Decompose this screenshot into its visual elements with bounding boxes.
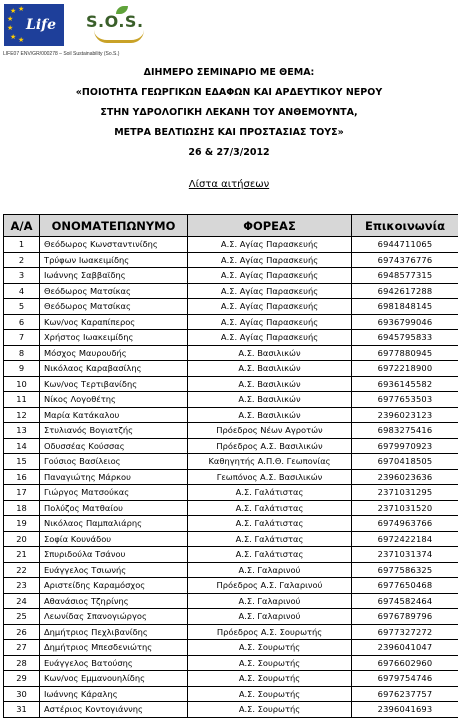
row-name: Κων/νος Εμμανουηλίδης: [40, 671, 188, 687]
row-name: Κων/νος Τερτιβανίδης: [40, 376, 188, 392]
row-phone: 6974963766: [352, 516, 458, 532]
table-row: [4, 345, 458, 361]
row-name: Μόσχος Μαυρουδής: [40, 345, 188, 361]
row-index: 27: [4, 640, 40, 656]
row-phone: 6948577315: [352, 268, 458, 284]
row-index: 8: [4, 345, 40, 361]
table-row: [4, 640, 458, 656]
row-name: Αθανάσιος Τζηρίνης: [40, 593, 188, 609]
row-name: Μαρία Κατάκαλου: [40, 407, 188, 423]
row-phone: 6974582464: [352, 593, 458, 609]
row-index: 24: [4, 593, 40, 609]
table-row: [4, 516, 458, 532]
row-name: Πολύζος Ματθαίου: [40, 500, 188, 516]
row-index: 14: [4, 438, 40, 454]
row-phone: 6976789796: [352, 609, 458, 625]
row-name: Τρύφων Ιωακειμίδης: [40, 252, 188, 268]
row-organization: Α.Σ. Γαλαρινού: [188, 609, 352, 625]
row-index: 12: [4, 407, 40, 423]
table-row: [4, 330, 458, 346]
table-row: [4, 423, 458, 439]
table-row: [4, 609, 458, 625]
row-organization: Πρόεδρος Νέων Αγροτών: [188, 423, 352, 439]
row-name: Σοφία Κουνάδου: [40, 531, 188, 547]
table-header-row: [4, 215, 458, 237]
row-organization: Α.Σ. Βασιλικών: [188, 392, 352, 408]
row-organization: Α.Σ. Σουρωτής: [188, 671, 352, 687]
table-row: [4, 407, 458, 423]
row-organization: Α.Σ. Γαλαρινού: [188, 562, 352, 578]
header-index: Α/Α: [4, 215, 40, 237]
row-phone: 2371031374: [352, 547, 458, 563]
row-name: Στυλιανός Βογιατζής: [40, 423, 188, 439]
row-index: 13: [4, 423, 40, 439]
row-name: Σπυριδούλα Τσάνου: [40, 547, 188, 563]
row-phone: 2396041047: [352, 640, 458, 656]
row-organization: Α.Σ. Βασιλικών: [188, 345, 352, 361]
row-index: 1: [4, 237, 40, 253]
row-name: Λεωνίδας Σπανογιώργος: [40, 609, 188, 625]
arc-shape: [94, 30, 144, 43]
row-name: Αστέριος Κοντογιάννης: [40, 702, 188, 718]
table-row: [4, 314, 458, 330]
row-name: Κων/νος Καραπίπερος: [40, 314, 188, 330]
row-phone: 6977880945: [352, 345, 458, 361]
row-phone: 6945795833: [352, 330, 458, 346]
row-index: 29: [4, 671, 40, 687]
row-index: 15: [4, 454, 40, 470]
row-index: 2: [4, 252, 40, 268]
row-phone: 6972218900: [352, 361, 458, 377]
row-organization: Πρόεδρος Α.Σ. Βασιλικών: [188, 438, 352, 454]
row-phone: 6981848145: [352, 299, 458, 315]
table-row: [4, 671, 458, 687]
row-phone: 2396023636: [352, 469, 458, 485]
row-organization: Α.Σ. Βασιλικών: [188, 376, 352, 392]
row-phone: 6936799046: [352, 314, 458, 330]
applications-table: [3, 214, 458, 718]
header-organization: ΦΟΡΕΑΣ: [188, 215, 352, 237]
row-index: 16: [4, 469, 40, 485]
life-logo: ★ ★ ★ ★ ★ ★ Life: [4, 4, 64, 46]
row-organization: Α.Σ. Γαλαρινού: [188, 593, 352, 609]
table-row: [4, 531, 458, 547]
table-row: [4, 547, 458, 563]
row-name: Χρήστος Ιωακειμίδης: [40, 330, 188, 346]
header-name: ΟΝΟΜΑΤΕΠΩΝΥΜΟ: [40, 215, 188, 237]
table-row: [4, 500, 458, 516]
row-index: 9: [4, 361, 40, 377]
table-row: [4, 392, 458, 408]
row-phone: 6944711065: [352, 237, 458, 253]
list-title: Λίστα αιτήσεων: [0, 179, 458, 190]
logo-area: [4, 2, 164, 50]
row-organization: Α.Σ. Βασιλικών: [188, 361, 352, 377]
row-organization: Α.Σ. Αγίας Παρασκευής: [188, 283, 352, 299]
row-phone: 6983275416: [352, 423, 458, 439]
project-code: LIFE07 ENV/GR/000278 – Soil Sustainability (So.S.): [3, 51, 119, 57]
row-organization: Γεωπόνος Α.Σ. Βασιλικών: [188, 469, 352, 485]
row-phone: 6976602960: [352, 655, 458, 671]
table-row: [4, 237, 458, 253]
header-line-1: ΔΙΗΜΕΡΟ ΣΕΜΙΝΑΡΙΟ ΜΕ ΘΕΜΑ:: [0, 63, 458, 83]
row-organization: Πρόεδρος Α.Σ. Γαλαρινού: [188, 578, 352, 594]
row-phone: 6974376776: [352, 252, 458, 268]
table-row: [4, 252, 458, 268]
header-line-3: ΣΤΗΝ ΥΔΡΟΛΟΓΙΚΗ ΛΕΚΑΝΗ ΤΟΥ ΑΝΘΕΜΟΥΝΤΑ,: [0, 103, 458, 123]
table-row: [4, 376, 458, 392]
row-phone: 6936145582: [352, 376, 458, 392]
row-name: Θεόδωρος Κωνσταντινίδης: [40, 237, 188, 253]
row-organization: Α.Σ. Γαλάτιστας: [188, 547, 352, 563]
row-index: 3: [4, 268, 40, 284]
row-organization: Α.Σ. Γαλάτιστας: [188, 500, 352, 516]
table-row: [4, 485, 458, 501]
row-phone: 2371031520: [352, 500, 458, 516]
row-index: 20: [4, 531, 40, 547]
table-body: [4, 237, 458, 718]
table-row: [4, 299, 458, 315]
life-logo-text: Life: [26, 17, 56, 33]
row-index: 21: [4, 547, 40, 563]
row-index: 4: [4, 283, 40, 299]
row-phone: 6979970923: [352, 438, 458, 454]
row-name: Θεόδωρος Ματσίκας: [40, 283, 188, 299]
row-organization: Πρόεδρος Α.Σ. Σουρωτής: [188, 624, 352, 640]
row-phone: 2396041693: [352, 702, 458, 718]
row-organization: Α.Σ. Σουρωτής: [188, 655, 352, 671]
row-organization: Α.Σ. Γαλάτιστας: [188, 485, 352, 501]
header-date: 26 & 27/3/2012: [0, 143, 458, 163]
row-name: Νικόλαος Καραβασίλης: [40, 361, 188, 377]
row-index: 23: [4, 578, 40, 594]
row-organization: Α.Σ. Βασιλικών: [188, 407, 352, 423]
sos-logo-text: S.O.S.: [86, 12, 144, 31]
row-phone: 6977586325: [352, 562, 458, 578]
row-phone: 6976237757: [352, 686, 458, 702]
row-organization: Α.Σ. Αγίας Παρασκευής: [188, 252, 352, 268]
row-name: Οδυσσέας Κούσσας: [40, 438, 188, 454]
row-name: Νικόλαος Παμπαλιάρης: [40, 516, 188, 532]
table-row: [4, 454, 458, 470]
header-contact: Επικοινωνία: [352, 215, 458, 237]
row-phone: 6977653503: [352, 392, 458, 408]
row-name: Ιωάννης Σαββαϊδης: [40, 268, 188, 284]
row-phone: 6972422184: [352, 531, 458, 547]
row-organization: Α.Σ. Σουρωτής: [188, 702, 352, 718]
row-index: 18: [4, 500, 40, 516]
row-organization: Α.Σ. Αγίας Παρασκευής: [188, 330, 352, 346]
row-phone: 6977650468: [352, 578, 458, 594]
table-row: [4, 624, 458, 640]
row-phone: 2396023123: [352, 407, 458, 423]
row-name: Παναγιώτης Μάρκου: [40, 469, 188, 485]
row-organization: Α.Σ. Αγίας Παρασκευής: [188, 268, 352, 284]
row-organization: Α.Σ. Αγίας Παρασκευής: [188, 314, 352, 330]
row-index: 25: [4, 609, 40, 625]
row-index: 7: [4, 330, 40, 346]
row-phone: 6979754746: [352, 671, 458, 687]
table-row: [4, 268, 458, 284]
row-organization: Α.Σ. Αγίας Παρασκευής: [188, 237, 352, 253]
row-name: Γούσιος Βασίλειος: [40, 454, 188, 470]
row-name: Ευάγγελος Βατούσης: [40, 655, 188, 671]
header-line-2: «ΠΟΙΟΤΗΤΑ ΓΕΩΡΓΙΚΩΝ ΕΔΑΦΩΝ ΚΑΙ ΑΡΔΕΥΤΙΚΟΥ ΝΕΡΟΥ: [0, 83, 458, 103]
row-index: 19: [4, 516, 40, 532]
row-phone: 6970418505: [352, 454, 458, 470]
table-row: [4, 283, 458, 299]
row-index: 26: [4, 624, 40, 640]
row-organization: Α.Σ. Σουρωτής: [188, 686, 352, 702]
table-row: [4, 469, 458, 485]
row-name: Ιωάννης Κάραλης: [40, 686, 188, 702]
row-phone: 6942617288: [352, 283, 458, 299]
row-organization: Καθηγητής Α.Π.Θ. Γεωπονίας: [188, 454, 352, 470]
row-name: Δημήτριος Μπεσδενιώτης: [40, 640, 188, 656]
row-index: 31: [4, 702, 40, 718]
row-name: Δημήτριος Πεχλιβανίδης: [40, 624, 188, 640]
table-row: [4, 361, 458, 377]
table-row: [4, 438, 458, 454]
row-name: Νίκος Λογοθέτης: [40, 392, 188, 408]
table-row: [4, 562, 458, 578]
row-index: 17: [4, 485, 40, 501]
header-line-4: ΜΕΤΡΑ ΒΕΛΤΙΩΣΗΣ ΚΑΙ ΠΡΟΣΤΑΣΙΑΣ ΤΟΥΣ»: [0, 123, 458, 143]
row-index: 6: [4, 314, 40, 330]
row-name: Γιώργος Ματσούκας: [40, 485, 188, 501]
row-organization: Α.Σ. Σουρωτής: [188, 640, 352, 656]
row-organization: Α.Σ. Γαλάτιστας: [188, 531, 352, 547]
sos-logo: [86, 6, 156, 46]
row-index: 10: [4, 376, 40, 392]
row-index: 30: [4, 686, 40, 702]
row-name: Ευάγγελος Τσιωνής: [40, 562, 188, 578]
row-organization: Α.Σ. Γαλάτιστας: [188, 516, 352, 532]
row-index: 28: [4, 655, 40, 671]
row-index: 5: [4, 299, 40, 315]
table-row: [4, 655, 458, 671]
table-row: [4, 578, 458, 594]
table-row: [4, 702, 458, 718]
table-row: [4, 593, 458, 609]
row-index: 11: [4, 392, 40, 408]
row-organization: Α.Σ. Αγίας Παρασκευής: [188, 299, 352, 315]
row-index: 22: [4, 562, 40, 578]
row-phone: 6977327272: [352, 624, 458, 640]
table-row: [4, 686, 458, 702]
row-phone: 2371031295: [352, 485, 458, 501]
row-name: Θεόδωρος Ματσίκας: [40, 299, 188, 315]
row-name: Αριστείδης Καραμόσχος: [40, 578, 188, 594]
